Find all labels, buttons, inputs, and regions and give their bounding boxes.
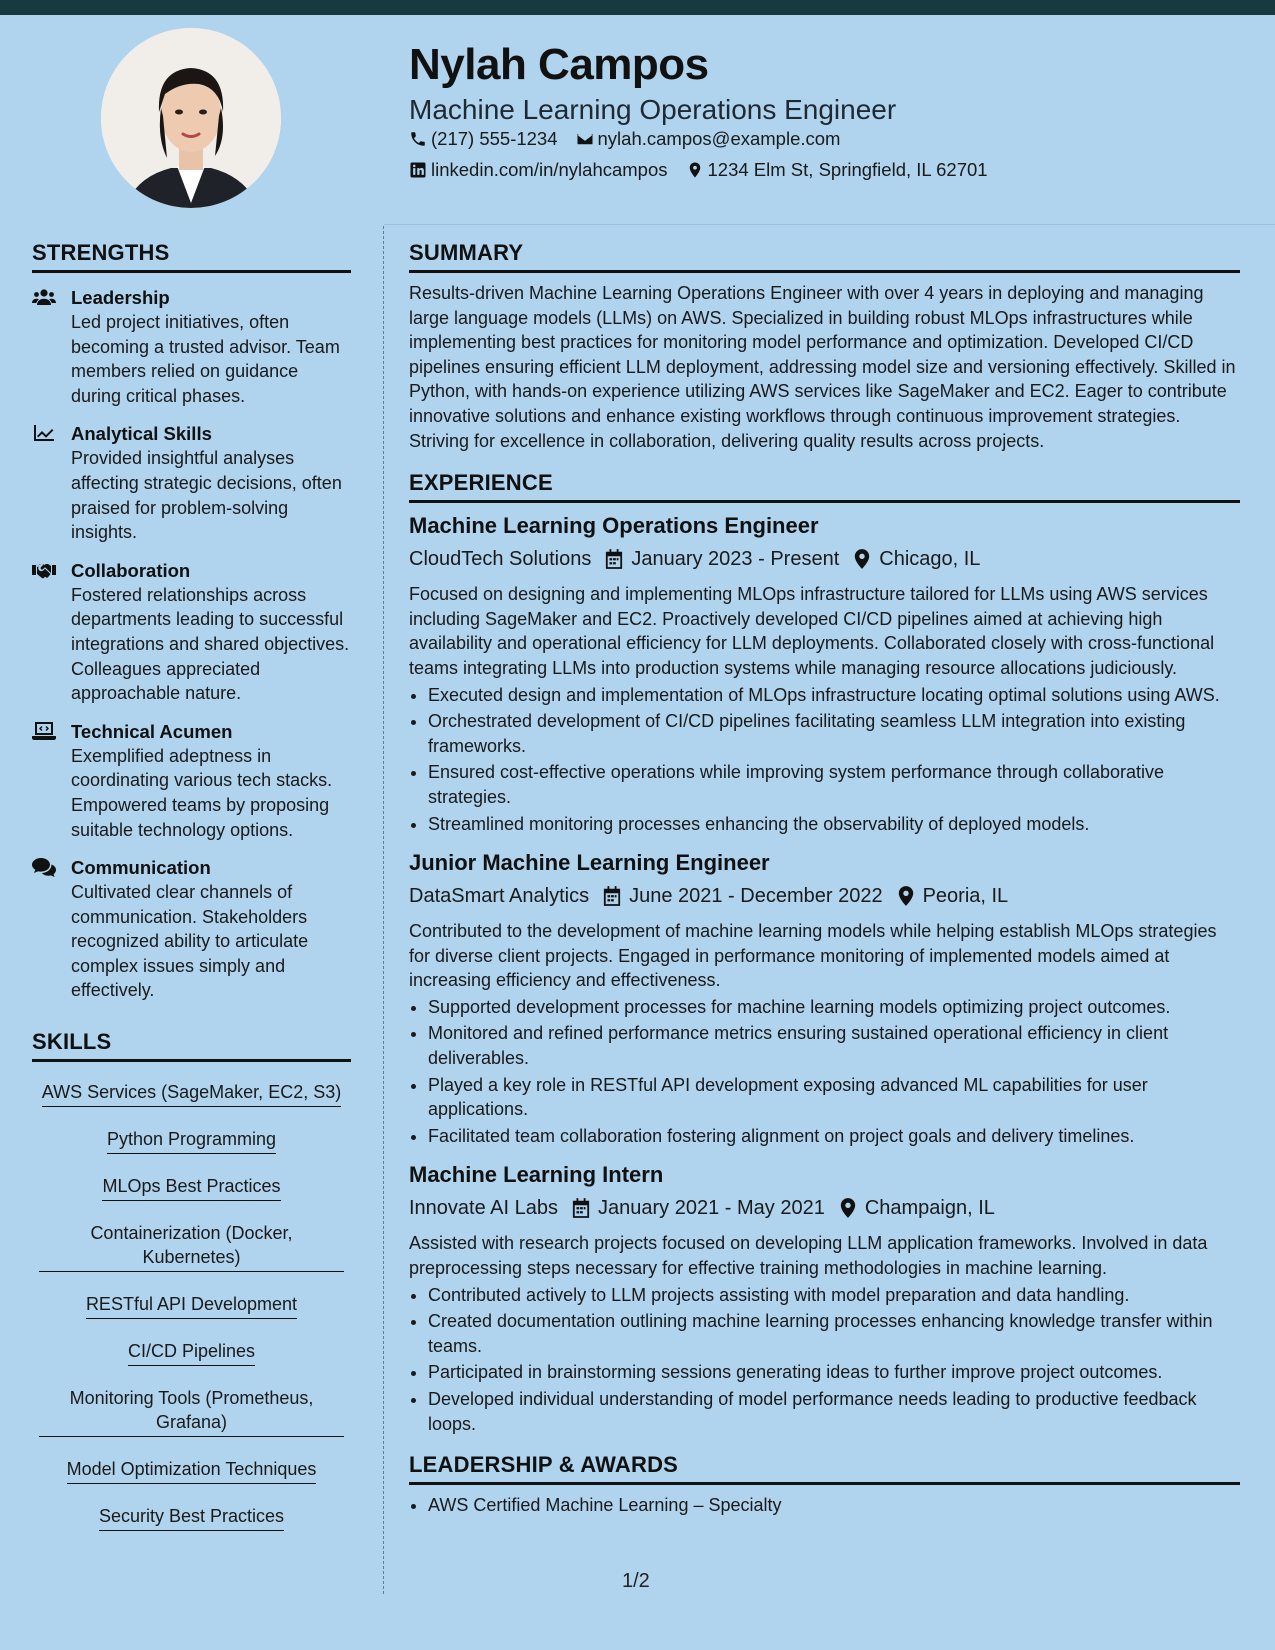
job-location: Champaign, IL <box>864 1197 995 1220</box>
candidate-name: Nylah Campos <box>409 40 709 89</box>
strength-item <box>32 720 351 842</box>
linkedin-text[interactable]: linkedin.com/in/nylahcampos <box>431 159 668 180</box>
job-bullet: • Supported development processes for machine learning models optimizing project outcomes. <box>428 995 1240 1020</box>
job-bullets <box>409 1283 1240 1437</box>
job-meta <box>409 1194 1240 1222</box>
laptop-code-icon <box>32 721 56 741</box>
skill-item: RESTful API Development <box>86 1292 297 1319</box>
strengths-heading: STRENGTHS <box>32 240 351 273</box>
strength-desc: Fostered relationships across departments leading to successful integrations and shared objectives. Colleagues appreciated approachable nature. <box>71 584 350 704</box>
job-company: DataSmart Analytics <box>409 885 590 908</box>
linkedin-contact[interactable] <box>409 159 668 181</box>
phone-icon <box>409 130 427 148</box>
awards-heading: LEADERSHIP & AWARDS <box>409 1452 1240 1485</box>
column-divider <box>383 226 384 1594</box>
job-title: Junior Machine Learning Engineer <box>409 850 770 876</box>
phone-text: (217) 555-1234 <box>431 128 558 149</box>
header-divider <box>384 224 1275 225</box>
envelope-icon <box>576 130 594 148</box>
calendar-icon <box>605 549 623 569</box>
chart-line-icon <box>32 423 56 443</box>
skill-item: Containerization (Docker, Kubernetes) <box>39 1221 344 1272</box>
job-bullet: • Streamlined monitoring processes enhancing the observability of deployed models. <box>428 812 1240 837</box>
comments-icon <box>32 857 56 877</box>
job-entry <box>409 848 1240 1148</box>
strength-desc: Provided insightful analyses affecting strategic decisions, often praised for problem-solving insights. <box>71 448 342 543</box>
job-bullet: • Created documentation outlining machine learning processes enhancing knowledge transfer within teams. <box>428 1309 1240 1358</box>
job-meta <box>409 545 1240 573</box>
job-bullet: • Executed design and implementation of MLOps infrastructure locating optimal solutions using AWS. <box>428 683 1240 708</box>
job-company: CloudTech Solutions <box>409 548 592 571</box>
skills-list <box>32 1080 351 1551</box>
job-bullet: • Ensured cost-effective operations while improving system performance through collaborative strategies. <box>428 760 1240 809</box>
phone-contact <box>409 128 558 150</box>
users-icon <box>32 287 56 307</box>
job-entry <box>409 1160 1240 1436</box>
strength-item <box>32 559 351 706</box>
skill-item: Security Best Practices <box>99 1504 284 1531</box>
skill-item: Python Programming <box>107 1127 276 1154</box>
job-dates: June 2021 - December 2022 <box>629 885 883 908</box>
job-location: Peoria, IL <box>922 885 1009 908</box>
job-entry <box>409 511 1240 836</box>
skill-item: AWS Services (SageMaker, EC2, S3) <box>42 1080 341 1107</box>
strength-desc: Exemplified adeptness in coordinating various tech stacks. Empowered teams by proposing suitable technology options. <box>71 745 333 840</box>
address-contact <box>686 159 988 181</box>
experience-heading: EXPERIENCE <box>409 470 1240 503</box>
job-bullet: • Contributed actively to LLM projects assisting with model preparation and data handling. <box>428 1283 1240 1308</box>
skill-item: Model Optimization Techniques <box>67 1457 317 1484</box>
strength-desc: Cultivated clear channels of communication. Stakeholders recognized ability to articulate complex issues simply and effectively. <box>71 882 309 1001</box>
job-bullet: • Orchestrated development of CI/CD pipelines facilitating seamless LLM integration into existing frameworks. <box>428 709 1240 758</box>
email-text[interactable]: nylah.campos@example.com <box>597 128 841 149</box>
job-description: Focused on designing and implementing MLOps infrastructure tailored for LLMs using AWS services including SageMaker and EC2. Proactively developed CI/CD pipelines aimed at achieving high availability and operational efficiency for LLM deployments. Collaborated closely with cross-functional teams integrating LLMs into production systems while managing resource allocations judiciously. <box>409 584 1215 678</box>
job-bullet: • Monitored and refined performance metrics ensuring sustained operational efficiency in client deliverables. <box>428 1021 1240 1070</box>
address-text: 1234 Elm St, Springfield, IL 62701 <box>707 159 988 180</box>
email-contact[interactable] <box>576 128 841 150</box>
page-number: 1/2 <box>622 1570 650 1592</box>
strengths-list <box>32 286 351 1003</box>
job-description: Assisted with research projects focused on developing LLM application frameworks. Involved in data preprocessing steps necessary for effective training methodologies in machine learning. <box>409 1233 1208 1279</box>
top-accent-bar <box>0 0 1275 15</box>
calendar-icon <box>603 886 621 906</box>
job-bullets <box>409 995 1240 1149</box>
summary-heading: SUMMARY <box>409 240 1240 273</box>
strength-title: Leadership <box>71 287 170 308</box>
summary-text: Results-driven Machine Learning Operations Engineer with over 4 years in deploying and managing large language models (LLMs) on AWS. Specialized in building robust MLOps infrastructures while implementing best practices for monitoring model performance and optimization. Developed CI/CD pipelines ensuring efficient LLM deployment, addressing model size and versioning effectively. Skilled in Python, with hands-on experience utilizing AWS services like SageMaker and EC2. Eager to contribute innovative solutions and enhance existing workflows through continuous improvement strategies. Striving for excellence in collaboration, delivering quality results across projects. <box>409 283 1236 451</box>
map-pin-icon <box>897 886 915 906</box>
job-bullets <box>409 683 1240 837</box>
calendar-icon <box>572 1198 590 1218</box>
job-dates: January 2021 - May 2021 <box>598 1197 825 1220</box>
skills-heading: SKILLS <box>32 1029 351 1062</box>
job-meta <box>409 882 1240 910</box>
strength-title: Technical Acumen <box>71 720 233 742</box>
job-title: Machine Learning Operations Engineer <box>409 513 819 539</box>
job-bullet: • Developed individual understanding of model performance needs leading to productive feedback loops. <box>428 1387 1240 1436</box>
contact-row-1 <box>409 128 858 150</box>
profile-photo-image <box>101 28 281 208</box>
skill-item: MLOps Best Practices <box>102 1174 280 1201</box>
candidate-title: Machine Learning Operations Engineer <box>409 94 897 125</box>
map-pin-icon <box>853 549 871 569</box>
strength-item <box>32 286 351 408</box>
award-item: • AWS Certified Machine Learning – Specialty <box>428 1493 1240 1518</box>
map-pin-icon <box>839 1198 857 1218</box>
skill-item: Monitoring Tools (Prometheus, Grafana) <box>39 1386 344 1437</box>
profile-photo <box>101 28 281 208</box>
contact-row-2 <box>409 159 1006 181</box>
strength-desc: Led project initiatives, often becoming a trusted advisor. Team members relied on guidance during critical phases. <box>71 312 340 406</box>
strength-title: Analytical Skills <box>71 423 212 445</box>
job-bullet: • Participated in brainstorming sessions generating ideas to further improve project outcomes. <box>428 1360 1240 1385</box>
skill-item: CI/CD Pipelines <box>128 1339 255 1366</box>
job-title: Machine Learning Intern <box>409 1162 664 1188</box>
job-location: Chicago, IL <box>879 548 981 571</box>
handshake-icon <box>32 560 56 580</box>
strength-item <box>32 422 351 544</box>
strength-title: Collaboration <box>71 559 191 581</box>
map-pin-icon <box>686 161 704 179</box>
strength-item <box>32 856 351 1003</box>
strength-title: Communication <box>71 857 211 879</box>
awards-list <box>409 1493 1240 1518</box>
job-description: Contributed to the development of machine learning models while helping establish MLOps strategies for diverse client projects. Engaged in performance monitoring of implemented models aimed at increasing efficiency and effectiveness. <box>409 921 1217 991</box>
left-column <box>32 240 351 1551</box>
linkedin-icon <box>409 161 427 179</box>
job-bullet: • Played a key role in RESTful API development exposing advanced ML capabilities for user applications. <box>428 1073 1240 1122</box>
job-dates: January 2023 - Present <box>631 548 840 571</box>
job-bullet: • Facilitated team collaboration fostering alignment on project goals and delivery timelines. <box>428 1124 1240 1149</box>
job-company: Innovate AI Labs <box>409 1197 559 1220</box>
right-column <box>409 240 1240 1520</box>
